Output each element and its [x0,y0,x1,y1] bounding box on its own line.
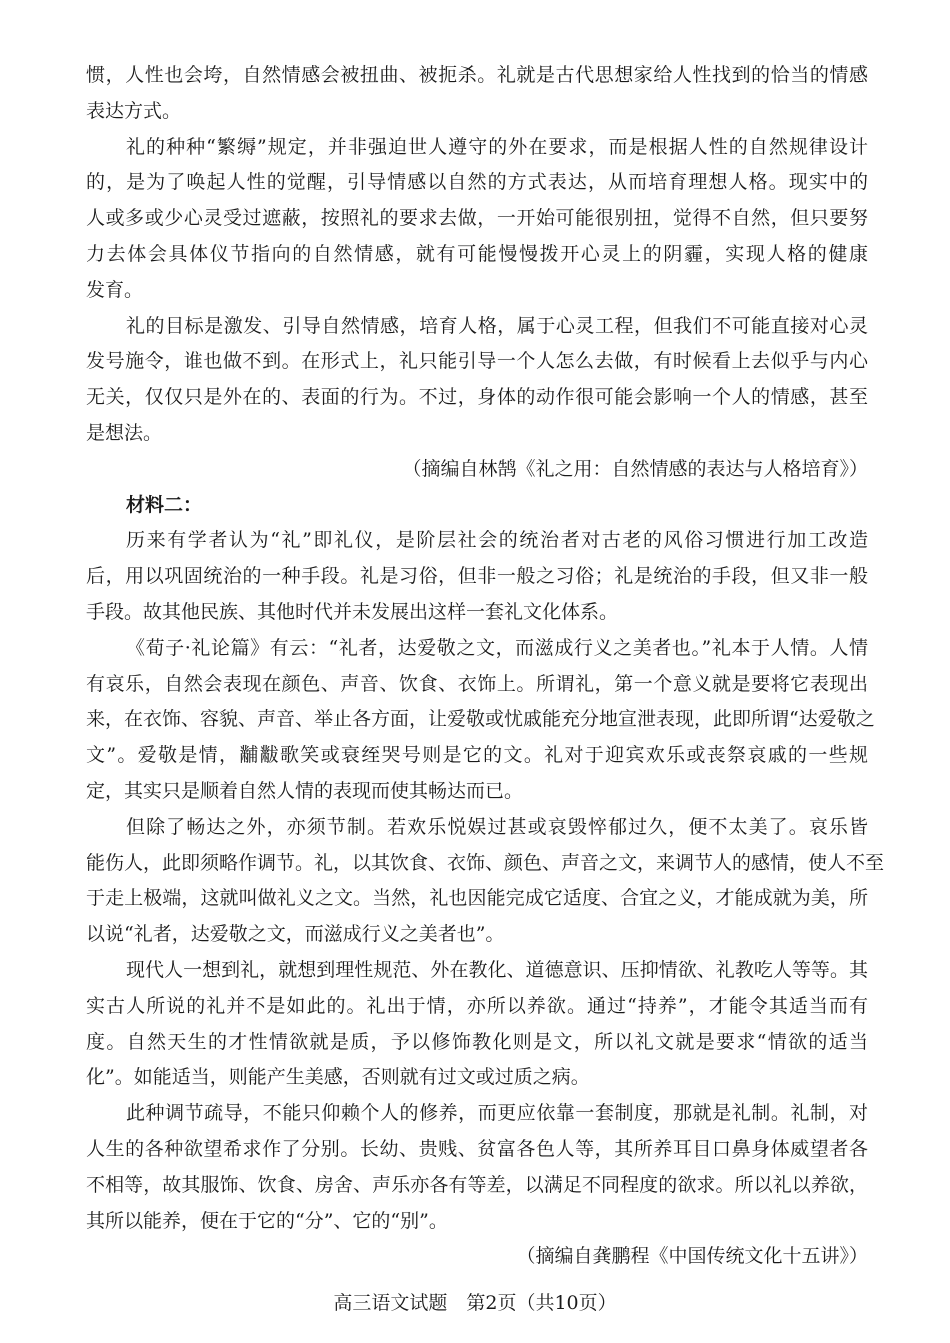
paragraph-line: 《荀子·礼论篇》有云：“礼者，达爱敬之文，而滋成行义之美者也。”礼本于人情。人情 [126,636,868,659]
paragraph-line: 现代人一想到礼，就想到理性规范、外在教化、道德意识、压抑情欲、礼教吃人等等。其 [126,958,868,981]
paragraph-line: 发育。 [86,278,144,301]
paragraph-line: 表达方式。 [86,99,182,122]
paragraph-line: 是想法。 [86,421,163,444]
source-citation: （摘编自林鹄《礼之用：自然情感的表达与人格培育》） [402,457,868,480]
paragraph-line: 手段。故其他民族、其他时代并未发展出这样一套礼文化体系。 [86,600,619,623]
paragraph-line: 但除了畅达之外，亦须节制。若欢乐悦娱过甚或哀毁悴郁过久，便不太美了。哀乐皆 [126,815,868,838]
paragraph-line: 有哀乐，自然会表现在颜色、声音、饮食、衣饰上。所谓礼，第一个意义就是要将它表现出 [86,672,868,695]
paragraph-line: 后，用以巩固统治的一种手段。礼是习俗，但非一般之习俗；礼是统治的手段，但又非一般 [86,565,868,588]
paragraph-line: 于走上极端，这就叫做礼义之文。当然，礼也因能完成它适度、合宜之义，才能成就为美，所 [86,887,868,910]
paragraph-line: 历来有学者认为“礼”即礼仪，是阶层社会的统治者对古老的风俗习惯进行加工改造 [126,529,868,552]
paragraph-line: 定，其实只是顺着自然人情的表现而使其畅达而已。 [86,779,524,802]
paragraph-line: 以说“礼者，达爱敬之文，而滋成行义之美者也”。 [86,923,505,946]
paragraph-line: 的，是为了唤起人性的觉醒，引导情感以自然的方式表达，从而培育理想人格。现实中的 [86,171,868,194]
paragraph-line: 力去体会具体仪节指向的自然情感，就有可能慢慢拨开心灵上的阴霾，实现人格的健康 [86,242,868,265]
paragraph-line: 来，在衣饰、容貌、声音、举止各方面，让爱敬或忧戚能充分地宣泄表现，此即所谓“达爱敬之 [86,708,875,731]
paragraph-line: 其所以能养，便在于它的“分”、它的“别”。 [86,1209,448,1232]
paragraph-line: 惯，人性也会垮，自然情感会被扭曲、被扼杀。礼就是古代思想家给人性找到的恰当的情感 [86,64,868,86]
paragraph-line: 度。自然天生的才性情欲就是质，予以修饰教化则是文，所以礼文就是要求“情欲的适当 [86,1030,868,1053]
paragraph-line: 发号施令，谁也做不到。在形式上，礼只能引导一个人怎么去做，有时候看上去似乎与内心 [86,350,868,373]
paragraph-line: 文”。爱敬是情，黼黻歌笑或衰绖哭号则是它的文。礼对于迎宾欢乐或丧祭哀戚的一些规 [86,744,868,767]
paragraph-line: 礼的目标是激发、引导自然情感，培育人格，属于心灵工程，但我们不可能直接对心灵 [126,314,868,337]
source-citation: （摘编自龚鹏程《中国传统文化十五讲》） [516,1245,868,1268]
paragraph-line: 化”。如能适当，则能产生美感，否则就有过文或过质之病。 [86,1066,590,1089]
paragraph-line: 不相等，故其服饰、饮食、房舍、声乐亦各有等差，以满足不同程度的欲求。所以礼以养欲， [86,1173,868,1196]
paragraph-line: 人生的各种欲望希求作了分别。长幼、贵贱、贫富各色人等，其所养耳目口鼻身体威望者各 [86,1137,868,1160]
paragraph-line: 礼的种种“繁缛”规定，并非强迫世人遵守的外在要求，而是根据人性的自然规律设计 [126,135,868,158]
paragraph-line: 实古人所说的礼并不是如此的。礼出于情，亦所以养欲。通过“持养”，才能令其适当而有 [86,994,868,1017]
section-heading: 材料二： [126,493,203,516]
page-footer: 高三语文试题 第2页（共10页） [333,1292,617,1314]
paragraph-line: 此种调节疏导，不能只仰赖个人的修养，而更应依靠一套制度，那就是礼制。礼制，对 [126,1102,868,1125]
paragraph-line: 人或多或少心灵受过遮蔽，按照礼的要求去做，一开始可能很别扭，觉得不自然，但只要努 [86,207,868,230]
paragraph-line: 能伤人，此即须略作调节。礼，以其饮食、衣饰、颜色、声音之文，来调节人的感情，使人不至 [86,851,885,874]
paragraph-line: 无关，仅仅只是外在的、表面的行为。不过，身体的动作很可能会影响一个人的情感，甚至 [86,386,868,409]
document-body [86,58,885,1275]
